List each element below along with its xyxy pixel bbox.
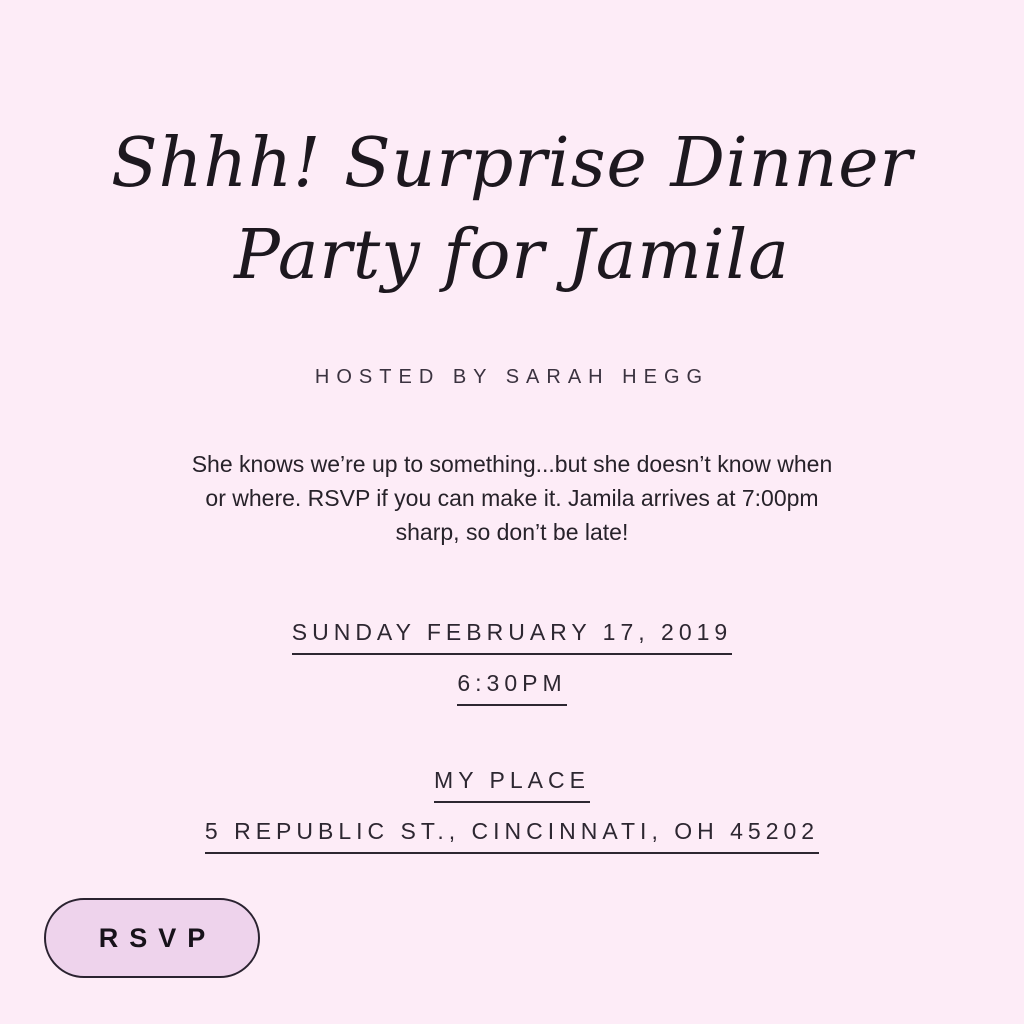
hosted-by-text: HOSTED BY SARAH HEGG: [314, 366, 710, 388]
when-block: [0, 619, 1024, 721]
invitation-title-line1: Shhh! Surprise Dinner: [111, 124, 913, 203]
invitation-message: She knows we’re up to something...but she doesn’t know when or where. RSVP if you can make it. Jamila arrives at 7:00pm sharp, so don’t be late!: [191, 451, 833, 545]
event-date: SUNDAY FEBRUARY 17, 2019: [292, 619, 732, 655]
rsvp-button[interactable]: RSVP: [44, 898, 260, 978]
invitation-title-line2: Party for Jamila: [234, 216, 790, 295]
event-venue: MY PLACE: [434, 767, 590, 803]
where-block: [0, 767, 1024, 869]
invitation-title: [0, 0, 1024, 302]
event-address: 5 REPUBLIC ST., CINCINNATI, OH 45202: [205, 818, 819, 854]
event-time: 6:30PM: [457, 670, 566, 706]
